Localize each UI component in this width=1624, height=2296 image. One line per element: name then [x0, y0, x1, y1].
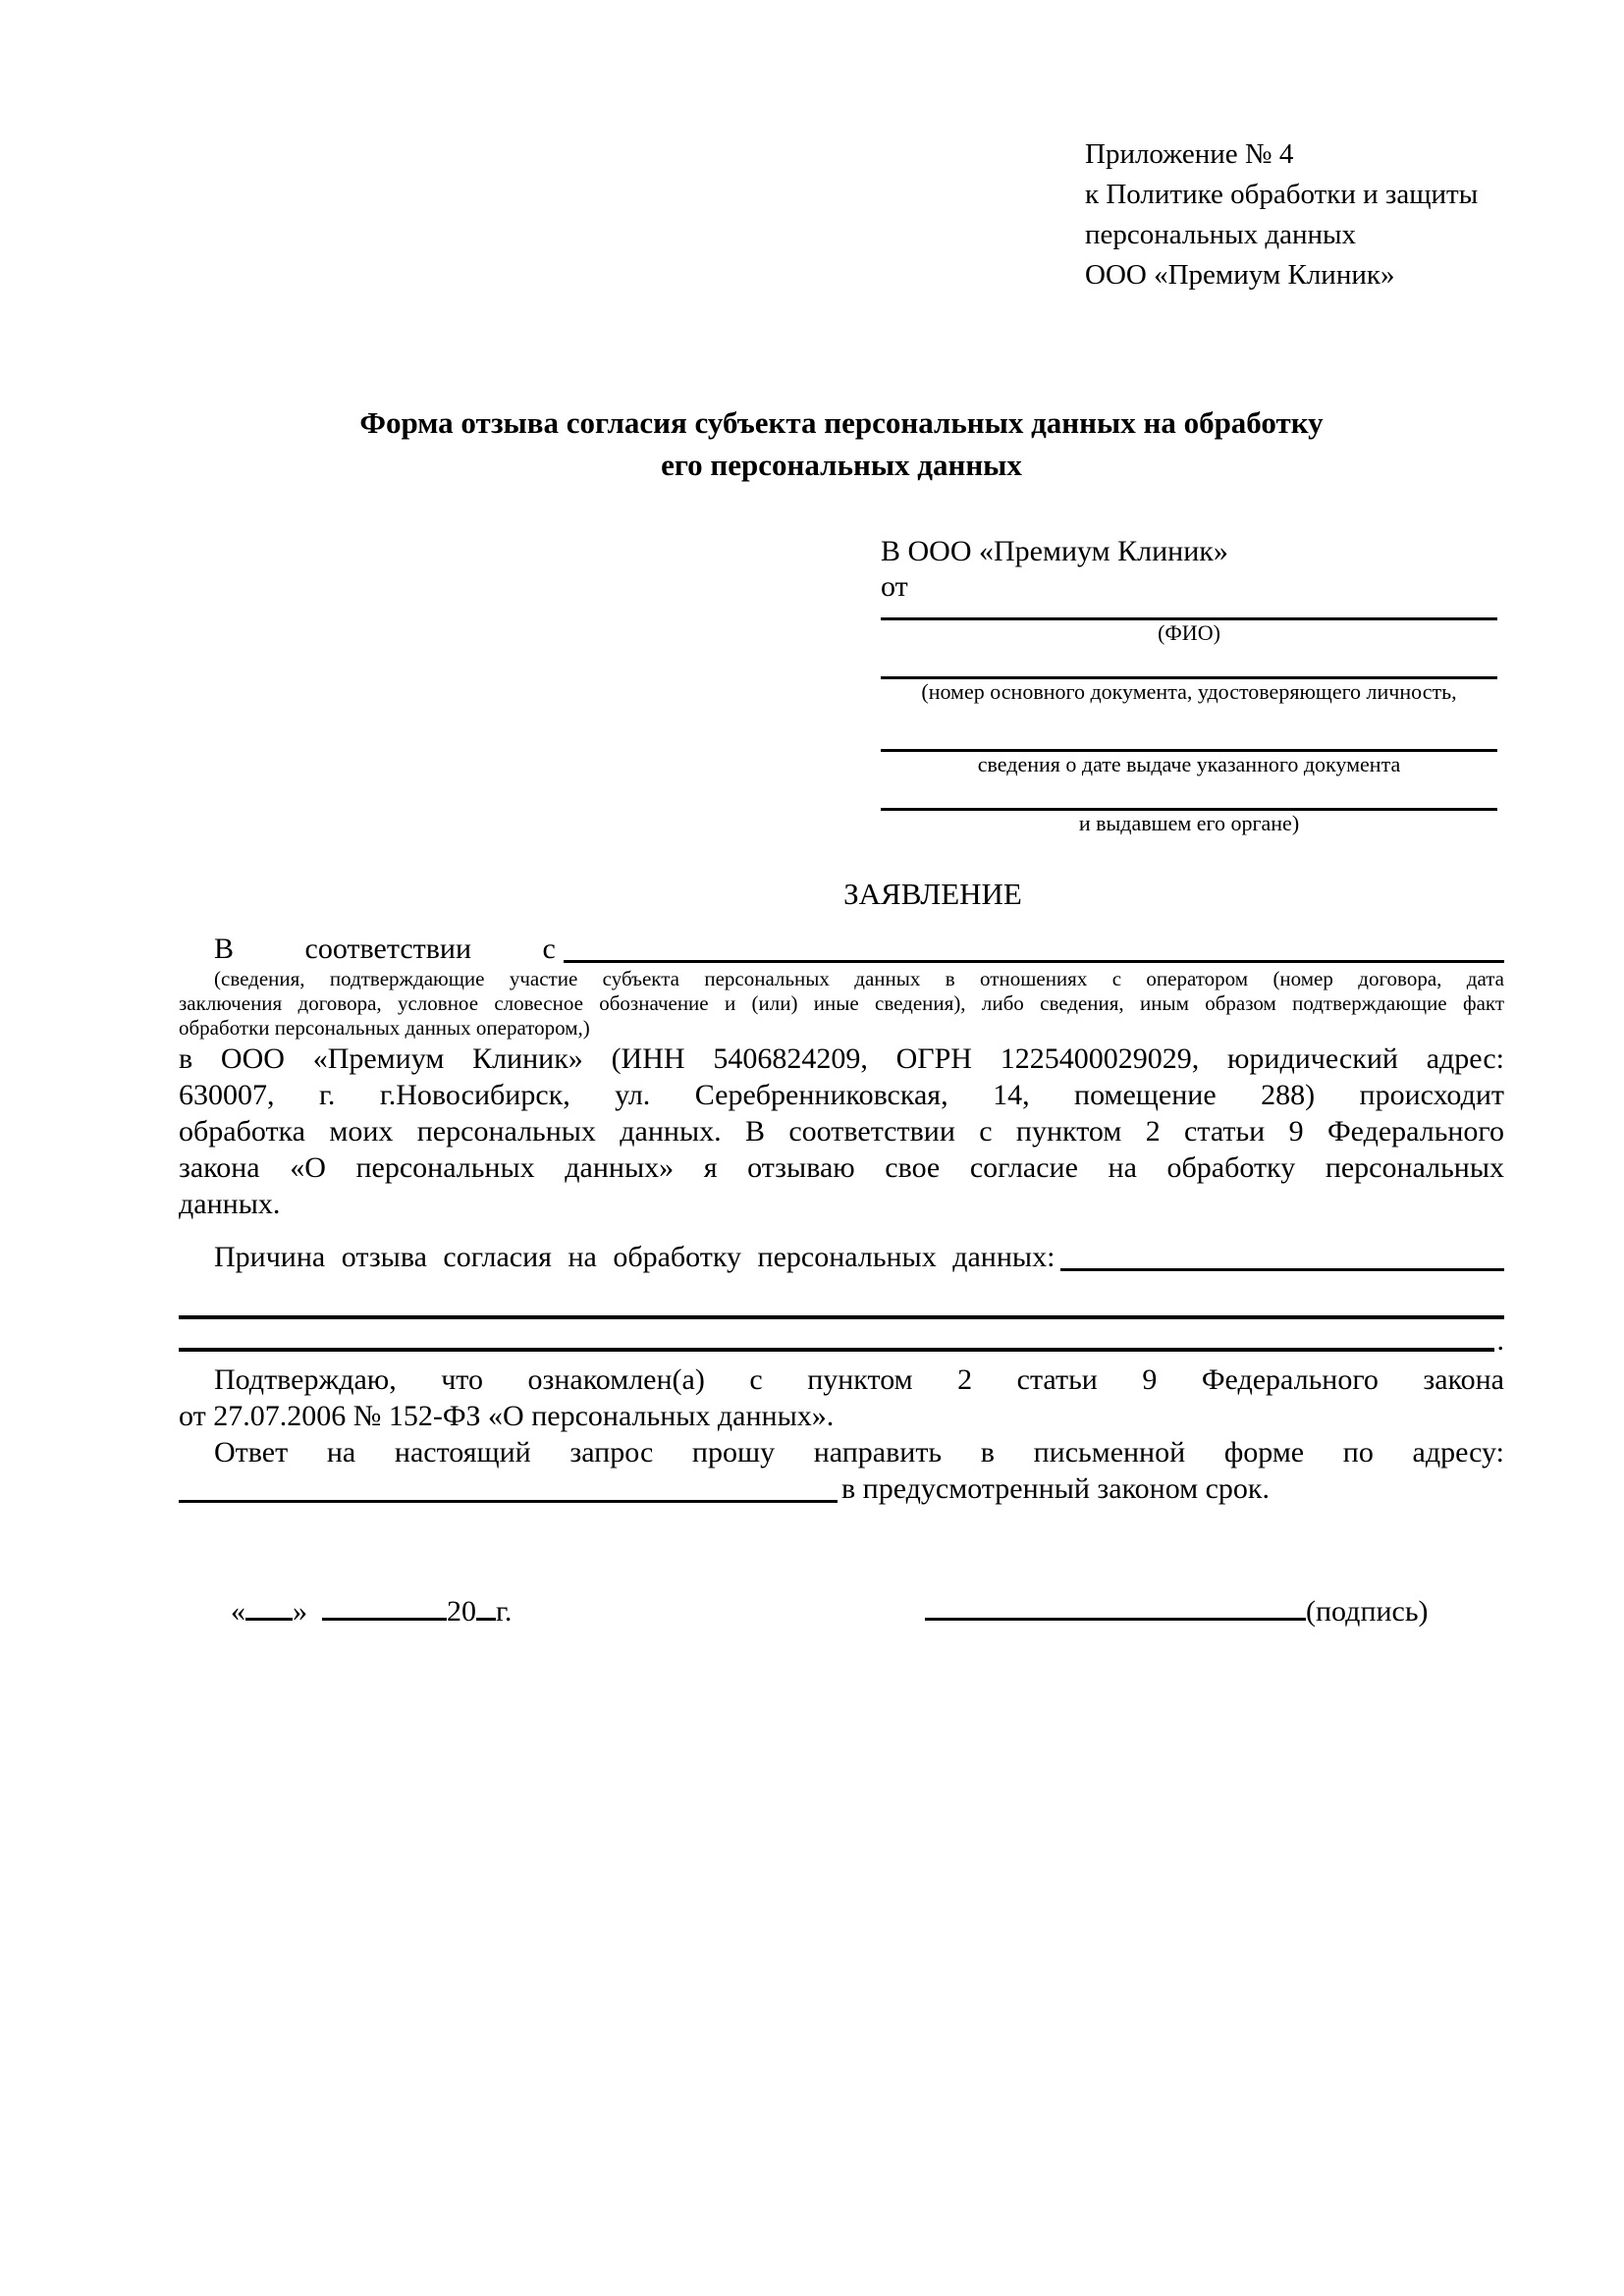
body-line-5: данных.: [179, 1188, 281, 1220]
issuing-authority-caption: и выдавшем его органе): [1078, 811, 1300, 835]
annex-line-2: к Политике обработки и защиты: [1085, 179, 1479, 210]
signature-group: [925, 1593, 1429, 1629]
body-line-2: 630007, г. г.Новосибирск, ул. Серебренниковская, 14, помещение 288) происходит: [179, 1079, 1504, 1111]
confirmation-paragraph: [179, 1362, 1504, 1434]
date-group: [231, 1593, 512, 1629]
reason-terminator: .: [1496, 1324, 1504, 1357]
date-signature-row: [179, 1593, 1504, 1629]
statement-heading: ЗАЯВЛЕНИЕ: [843, 877, 1022, 911]
annex-line-3: персональных данных: [1085, 219, 1357, 250]
date-close-quote: »: [293, 1595, 307, 1628]
fio-caption: (ФИО): [1158, 620, 1220, 645]
issue-date-caption: сведения о дате выдаче указанного документа: [977, 752, 1401, 776]
date-day-blank-line: [245, 1618, 293, 1621]
addressee-block: [881, 534, 1497, 836]
identity-document-blank-line: [881, 646, 1497, 679]
statement-body: [179, 1041, 1504, 1222]
reason-blank-line-3: [179, 1348, 1494, 1352]
reason-row: [179, 1239, 1504, 1275]
fine-print-line-3: обработки персональных данных оператором,): [179, 1016, 590, 1040]
issue-date-blank-line: [881, 705, 1497, 752]
annex-header: [1085, 134, 1504, 295]
body-line-4: закона «О персональных данных» я отзываю свое согласие на обработку персональных: [179, 1151, 1504, 1184]
annex-line-4: ООО «Премиум Клиник»: [1085, 259, 1395, 291]
reason-blank-line-2: [179, 1275, 1504, 1319]
identity-document-caption: (номер основного документа, удостоверяющего личность,: [921, 679, 1457, 704]
fine-print-line-2: заключения договора, условное словесное обозначение и (или) иные сведения), либо сведения, иным образом подтверждающие факт: [179, 991, 1504, 1015]
reason-blank-line-3-row: [179, 1319, 1504, 1357]
confirmation-line-2: от 27.07.2006 № 152-ФЗ «О персональных данных».: [179, 1400, 835, 1432]
annex-line-1: Приложение № 4: [1085, 138, 1294, 170]
date-year-blank-line: [476, 1618, 496, 1621]
document-content: [179, 0, 1504, 1629]
date-month-blank-line: [322, 1618, 447, 1621]
fio-blank-line: [881, 605, 1497, 620]
intro-row: [179, 931, 1504, 967]
issuing-authority-blank-line: [881, 777, 1497, 811]
reason-label: Причина отзыва согласия на обработку персональных данных:: [214, 1241, 1056, 1273]
fine-print-line-1: (сведения, подтверждающие участие субъекта персональных данных в отношениях с оператором (номер договора, дата: [214, 967, 1504, 990]
reply-paragraph: [179, 1434, 1504, 1507]
date-year-prefix: 20: [447, 1595, 476, 1628]
reply-request-line: Ответ на настоящий запрос прошу направить в письменной форме по адресу:: [214, 1436, 1504, 1468]
reply-address-blank-line: [179, 1470, 838, 1503]
intro-prefix: В соответствии с: [214, 933, 556, 965]
title-line-2: его персональных данных: [661, 448, 1022, 482]
body-line-1: в ООО «Премиум Клиник» (ИНН 5406824209, ОГРН 1225400029029, юридический адрес:: [179, 1042, 1504, 1075]
confirmation-line-1: Подтверждаю, что ознакомлен(а) с пунктом 2 статьи 9 Федерального закона: [214, 1363, 1504, 1396]
signature-caption: (подпись): [1306, 1595, 1429, 1628]
date-year-suffix: г.: [496, 1595, 513, 1628]
basis-blank-line: [564, 931, 1504, 963]
title-line-1: Форма отзыва согласия субъекта персональных данных на обработку: [359, 405, 1324, 440]
fine-print-block: [179, 967, 1504, 1041]
body-line-3: обработка моих персональных данных. В соответствии с пунктом 2 статьи 9 Федерального: [179, 1115, 1504, 1148]
date-open-quote: «: [231, 1595, 245, 1628]
reply-address-row: [179, 1470, 1504, 1507]
reason-blank-line-1: [1060, 1239, 1504, 1271]
signature-blank-line: [925, 1618, 1306, 1621]
reply-suffix: в предусмотренный законом срок.: [841, 1472, 1270, 1505]
document-title: [179, 401, 1504, 486]
addressee-from-label: от: [881, 570, 908, 603]
addressee-to: В ООО «Премиум Клиник»: [881, 535, 1228, 567]
